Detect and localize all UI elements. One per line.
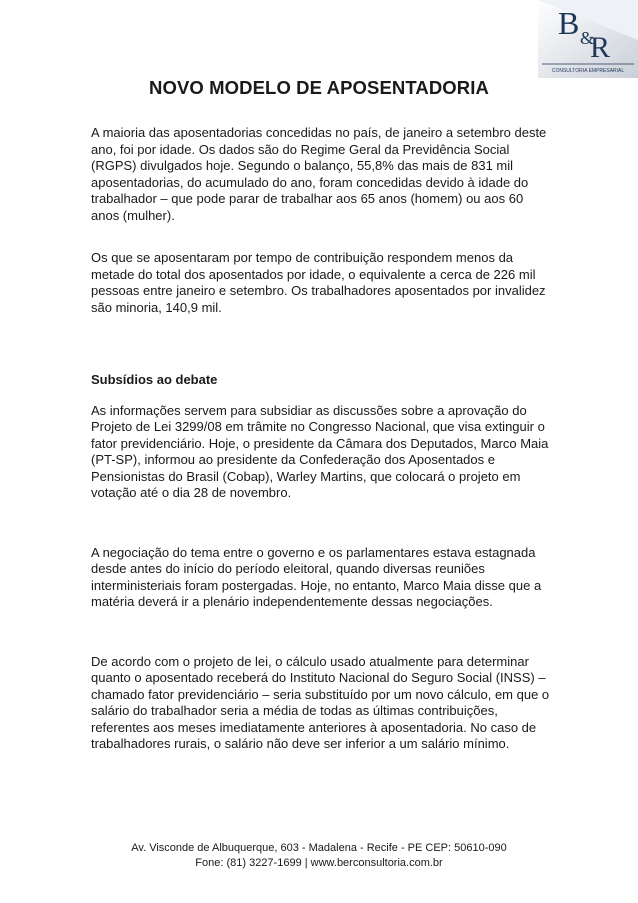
- page-footer: [0, 841, 638, 871]
- paragraph: As informações servem para subsidiar as discussões sobre a aprovação do Projeto de Lei 3299/08 em trâmite no Congresso Nacional, que visa extinguir o fator previdenciário. Hoje, o presidente da Câmara dos Deputados, Marco Maia (PT-SP), informou ao presidente da Confederação dos Aposentados e Pensionistas do Brasil (Cobap), Warley Martins, que colocará o projeto em votação até o dia 28 de novembro.: [91, 402, 549, 500]
- svg-text:R: R: [590, 31, 611, 64]
- br-logo-icon: [538, 0, 638, 78]
- svg-text:B: B: [558, 5, 580, 41]
- paragraph: De acordo com o projeto de lei, o cálculo usado atualmente para determinar quanto o aposentado receberá do Instituto Nacional do Seguro Social (INSS) – chamado fator previdenciário – seria substituído por um novo cálculo, em que o salário do trabalhador seria a média de todas as últimas contribuições, referentes aos meses imediatamente anteriores à aposentadoria. No caso de trabalhadores rurais, o salário não deve ser inferior a um salário mínimo.: [91, 653, 550, 751]
- paragraph: Os que se aposentaram por tempo de contribuição respondem menos da metade do total dos aposentados por idade, o equivalente a cerca de 226 mil pessoas entre janeiro e setembro. Os trabalhadores aposentados por invalidez são minoria, 140,9 mil.: [91, 250, 546, 315]
- document-body: [91, 125, 551, 753]
- footer-address: Av. Visconde de Albuquerque, 603 - Madalena - Recife - PE CEP: 50610-090: [131, 842, 507, 854]
- section-heading: Subsídios ao debate: [91, 372, 218, 387]
- document-title: NOVO MODELO DE APOSENTADORIA: [149, 77, 489, 98]
- logo-tagline: CONSULTORIA EMPRESARIAL: [551, 68, 625, 74]
- company-logo: [538, 0, 638, 78]
- svg-text:&: &: [580, 28, 595, 48]
- footer-contact: Fone: (81) 3227-1699 | www.berconsultoria.com.br: [195, 857, 443, 869]
- paragraph: A maioria das aposentadorias concedidas no país, de janeiro a setembro deste ano, foi por idade. Os dados são do Regime Geral da Previdência Social (RGPS) divulgados hoje. Segundo o balanço, 55,8% das mais de 831 mil aposentadorias, do acumulado do ano, foram concedidas devido à idade do trabalhador – que pode parar de trabalhar aos 65 anos (homem) ou aos 60 anos (mulher).: [91, 125, 547, 223]
- paragraph: A negociação do tema entre o governo e os parlamentares estava estagnada desde antes do início do período eleitoral, quando diversas reuniões interministeriais foram postergadas. Hoje, no entanto, Marco Maia disse que a matéria deverá ir a plenário independentemente dessas negociações.: [91, 544, 542, 609]
